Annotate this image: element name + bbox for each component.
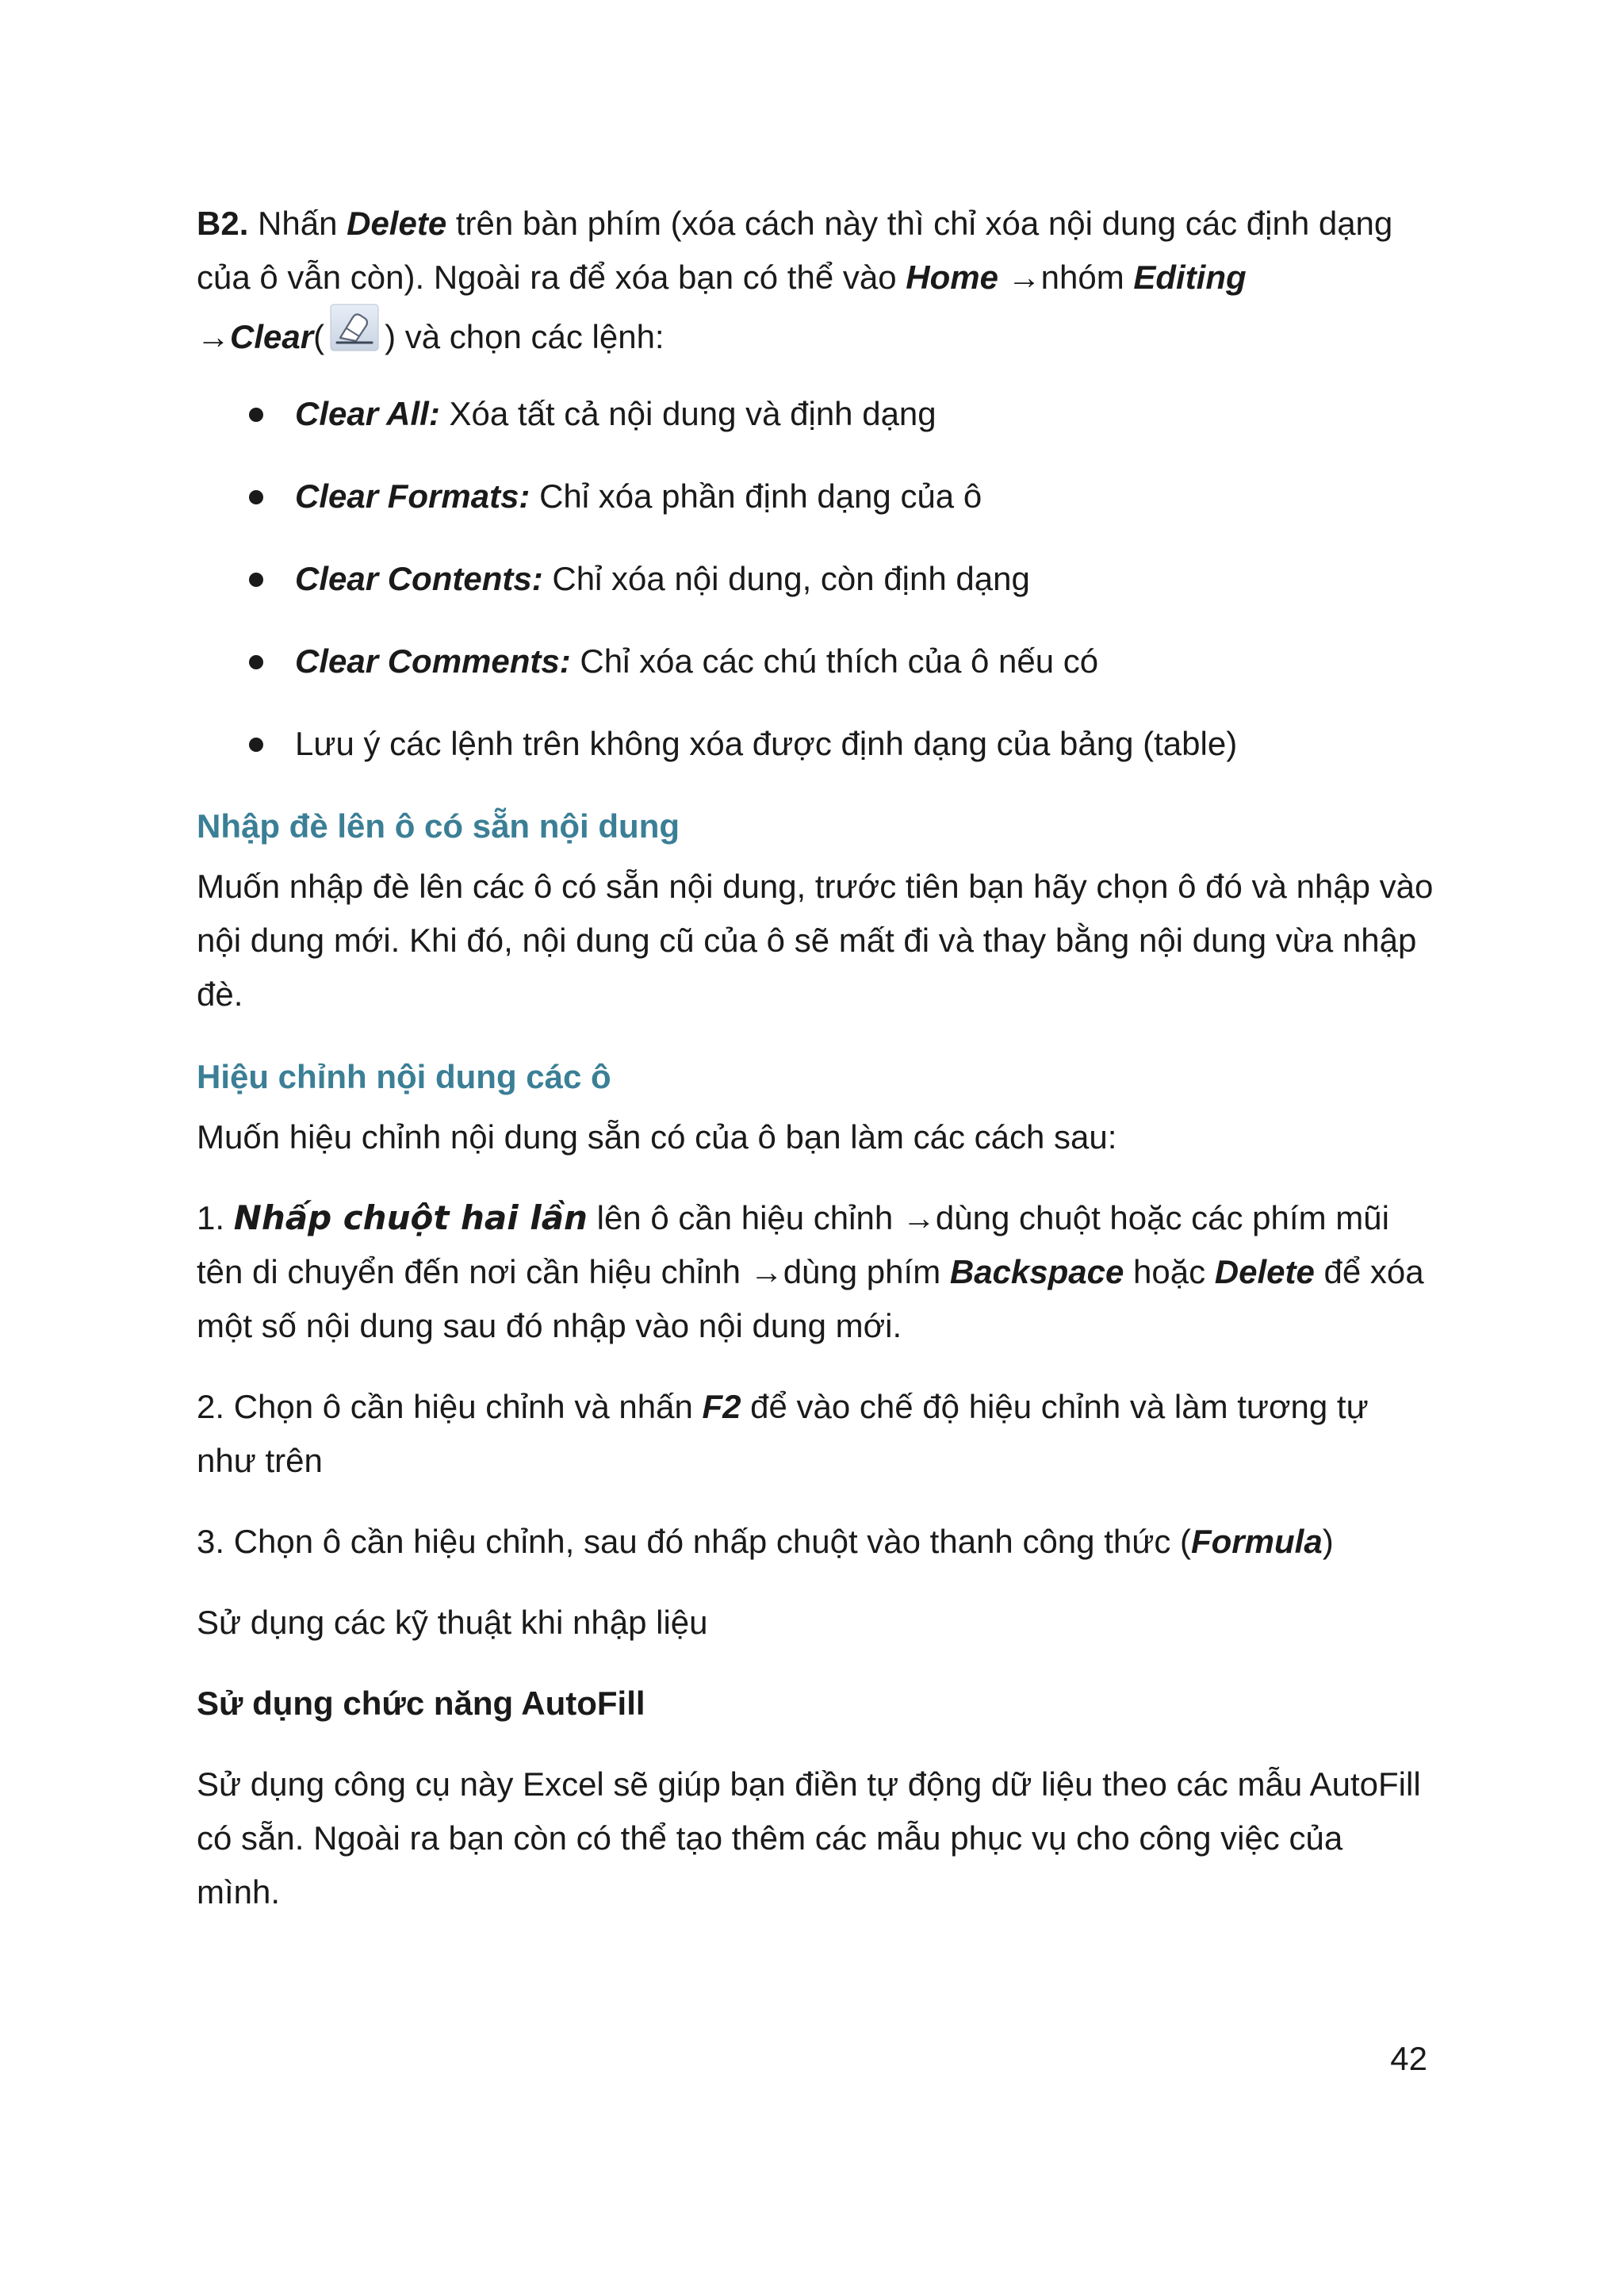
- paren-close: ) và chọn các lệnh:: [385, 318, 665, 355]
- step1-text-d: để xóa một số nội dung sau đó nhập vào nội dung mới.: [197, 1253, 1424, 1344]
- edit-step-2: [197, 1380, 1434, 1488]
- bullet-term: Clear Comments:: [295, 642, 571, 680]
- autofill-heading: Sử dụng chức năng AutoFill: [197, 1685, 645, 1722]
- bullet-term: Clear Contents:: [295, 560, 543, 597]
- autofill-paragraph: Sử dụng công cụ này Excel sẽ giúp bạn điền tự động dữ liệu theo các mẫu AutoFill có sẵn. Ngoài ra bạn còn có thể tạo thêm các mẫu phục vụ cho công việc của mình.: [197, 1765, 1421, 1911]
- b2-text-1: Nhấn: [248, 205, 347, 242]
- section-heading-edit: Hiệu chỉnh nội dung các ô: [197, 1058, 611, 1095]
- bullet-text: Chỉ xóa phần định dạng của ô: [530, 477, 982, 515]
- step1-text-a: lên ô cần hiệu chỉnh: [587, 1199, 902, 1236]
- list-item: [197, 552, 1434, 606]
- bullet-text: Chỉ xóa các chú thích của ô nếu có: [570, 642, 1099, 680]
- edit-intro: Muốn hiệu chỉnh nội dung sẵn có của ô bạn làm các cách sau:: [197, 1118, 1117, 1156]
- editing-keyword: Editing: [1133, 259, 1247, 296]
- bullet-text: Lưu ý các lệnh trên không xóa được định dạng của bảng (table): [295, 725, 1238, 762]
- section-heading-overwrite: Nhập đè lên ô có sẵn nội dung: [197, 807, 680, 845]
- step1-number: 1.: [197, 1199, 234, 1236]
- list-item: [197, 470, 1434, 523]
- clear-commands-list: [197, 387, 1434, 771]
- bullet-text: Xóa tất cả nội dung và định dạng: [439, 395, 936, 432]
- b2-paragraph: [197, 197, 1434, 305]
- step3-text-b: ): [1322, 1523, 1334, 1560]
- backspace-keyword: Backspace: [949, 1253, 1124, 1290]
- delete-keyword: Delete: [347, 205, 447, 242]
- edit-step-1: [197, 1191, 1434, 1353]
- paren-open: (: [313, 318, 325, 355]
- page-number: 42: [1390, 2040, 1427, 2077]
- bullet-text: Chỉ xóa nội dung, còn định dạng: [542, 560, 1030, 597]
- arrow-icon: →: [1007, 259, 1041, 296]
- bullet-icon: [249, 738, 263, 752]
- bullet-icon: [249, 573, 263, 587]
- clear-line: [197, 305, 1434, 370]
- page-content: [197, 197, 1434, 1946]
- techniques-line: Sử dụng các kỹ thuật khi nhập liệu: [197, 1604, 708, 1641]
- group-text: nhóm: [1040, 259, 1134, 296]
- b2-text-2: trên bàn phím (xóa cách này thì chỉ xóa nội dung các định dạng của ô vẫn còn). Ngoài ra để xóa bạn có thể vào: [197, 205, 1393, 296]
- bullet-term: Clear Formats:: [295, 477, 530, 515]
- bullet-term: Clear All:: [295, 395, 440, 432]
- step1-text-c: dùng phím: [783, 1253, 950, 1290]
- eraser-icon: [329, 303, 380, 352]
- list-item: [197, 387, 1434, 441]
- step1-emphasis: Nhấp chuột hai lần: [233, 1198, 588, 1237]
- step3-text-a: 3. Chọn ô cần hiệu chỉnh, sau đó nhấp chuột vào thanh công thức (: [197, 1523, 1191, 1560]
- step2-text-a: 2. Chọn ô cần hiệu chỉnh và nhấn: [197, 1388, 703, 1425]
- bullet-icon: [249, 490, 263, 504]
- edit-step-3: [197, 1515, 1434, 1569]
- f2-keyword: F2: [702, 1388, 741, 1425]
- b2-label: B2.: [197, 205, 249, 242]
- overwrite-paragraph: Muốn nhập đè lên các ô có sẵn nội dung, trước tiên bạn hãy chọn ô đó và nhập vào nội dung mới. Khi đó, nội dung cũ của ô sẽ mất đi và thay bằng nội dung vừa nhập đè.: [197, 868, 1434, 1013]
- arrow-icon: →: [902, 1199, 936, 1236]
- arrow-icon: →: [749, 1253, 783, 1290]
- bullet-icon: [249, 655, 263, 669]
- arrow-icon: →: [197, 318, 230, 355]
- list-item: [197, 717, 1434, 771]
- bullet-icon: [249, 408, 263, 422]
- step1-text-b: dùng chuột hoặc các phím mũi tên di chuyển đến nơi cần hiệu chỉnh: [197, 1199, 1389, 1290]
- home-keyword: Home: [906, 259, 998, 296]
- list-item: [197, 634, 1434, 688]
- clear-keyword: Clear: [230, 318, 314, 355]
- delete-keyword: Delete: [1214, 1253, 1315, 1290]
- formula-keyword: Formula: [1191, 1523, 1323, 1560]
- step2-text-b: để vào chế độ hiệu chỉnh và làm tương tự như trên: [197, 1388, 1369, 1479]
- step1-or: hoặc: [1124, 1253, 1215, 1290]
